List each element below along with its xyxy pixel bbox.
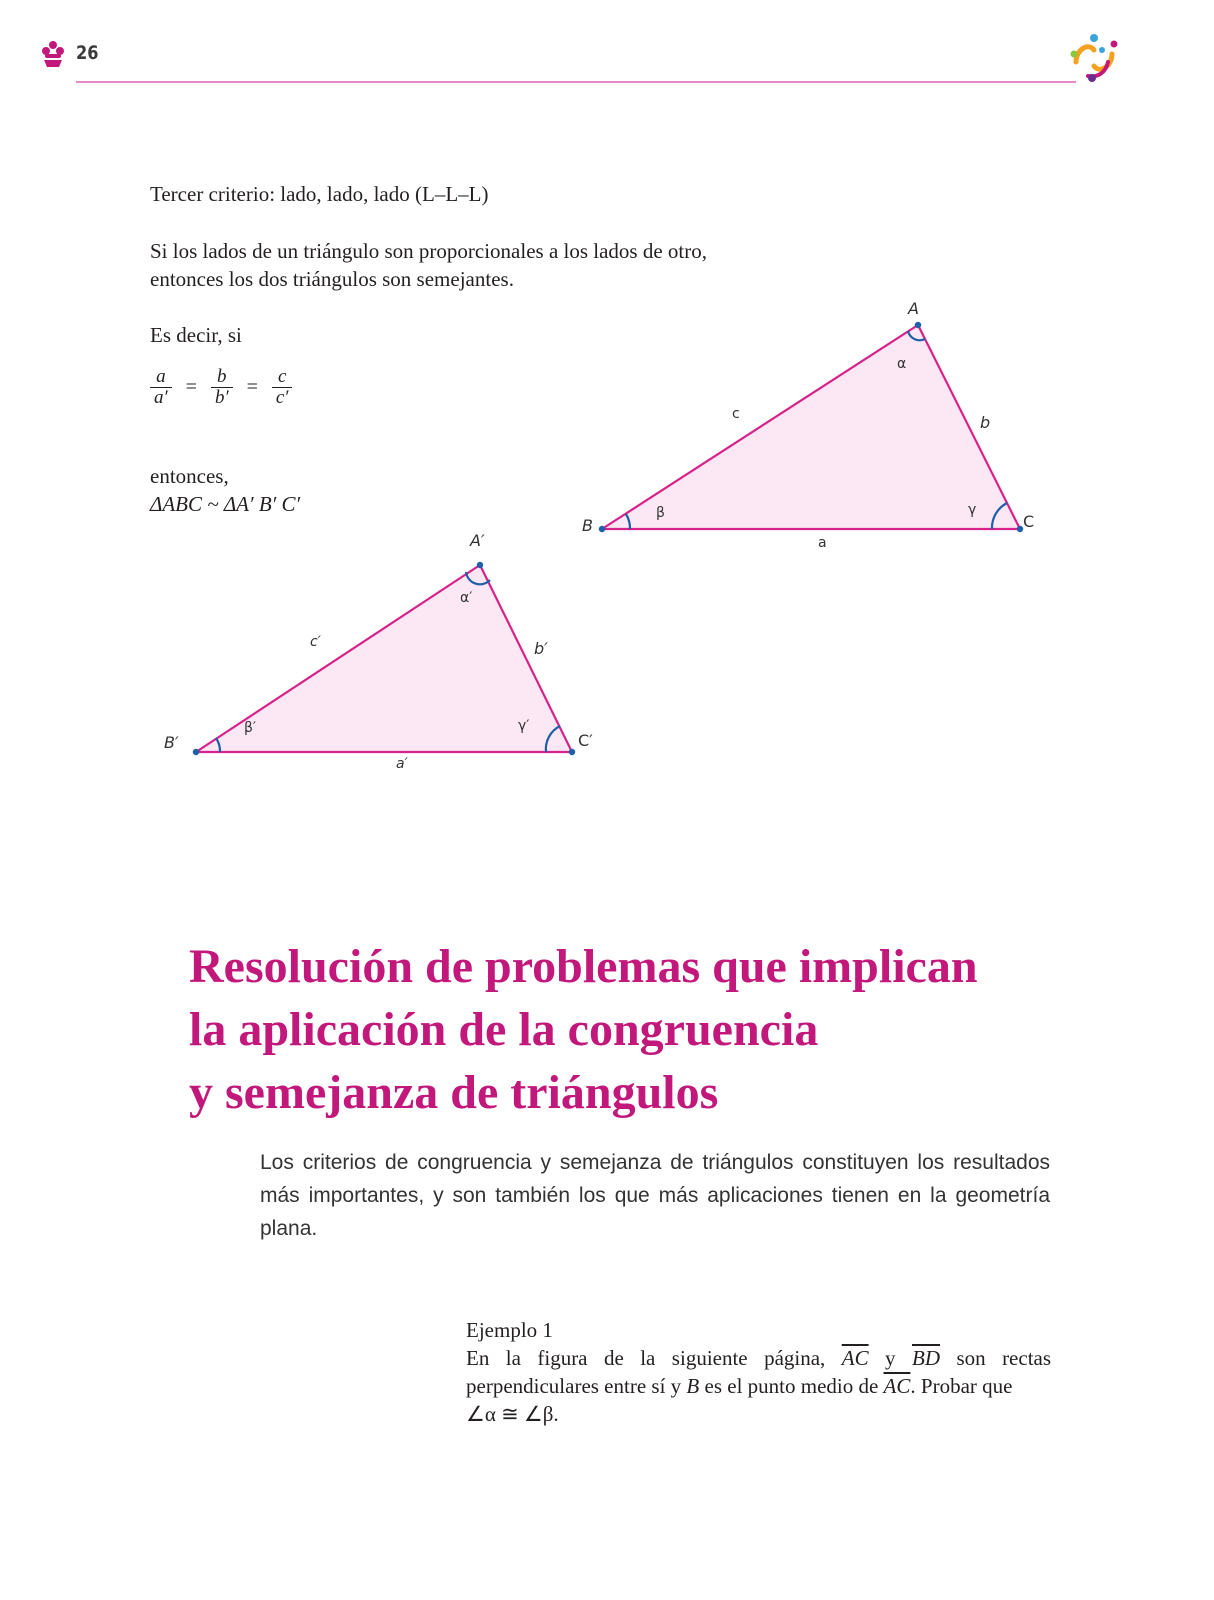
vertex-a-point — [915, 322, 921, 328]
proportion-equation — [150, 367, 292, 408]
fraction-b — [211, 367, 233, 408]
fraction-b-denominator: b′ — [211, 387, 233, 408]
section-heading-line2: la aplicación de la congruencia — [189, 1003, 819, 1056]
page-number: 26 — [76, 42, 99, 64]
angle-gamma-label: γ — [968, 502, 977, 518]
angle-beta-prime-label: β′ — [244, 720, 257, 736]
example-statement — [466, 1344, 1051, 1400]
fraction-a-denominator: a′ — [150, 387, 172, 408]
example-text: En la figura de la siguiente página, — [466, 1346, 826, 1370]
segment-bd: $\overline{BD}$ — [912, 1346, 940, 1370]
example-title: Ejemplo 1 — [466, 1318, 553, 1342]
vertex-a-label: A — [908, 299, 919, 318]
fraction-a-numerator: a — [156, 366, 166, 387]
fraction-c-numerator: c — [277, 366, 287, 387]
section-intro: Los criterios de congruencia y semejanza de triángulos constituyen los resultados más importantes, y son también los que más aplicaciones tienen en la geometría plana. — [260, 1151, 1050, 1240]
segment-ac: $\overline{AC}$ — [883, 1374, 911, 1398]
fraction-a — [150, 367, 172, 408]
criterion-title: Tercer criterio: lado, lado, lado (L–L–L) — [150, 182, 489, 206]
criterion-statement-line1: Si los lados de un triángulo son proporcionales a los lados de otro, — [150, 239, 708, 263]
vertex-b-label: B — [582, 516, 593, 535]
example-text: es el punto medio de — [704, 1374, 879, 1398]
vertex-b-prime-point — [193, 749, 199, 755]
triangle-abc-shape — [602, 325, 1020, 529]
example-1 — [466, 1316, 1051, 1428]
side-a-label: a — [818, 535, 827, 551]
side-a-prime-label: a′ — [396, 756, 408, 772]
example-text: . Probar que — [910, 1374, 1013, 1398]
example-text: y — [885, 1346, 896, 1370]
fraction-b-numerator: b — [217, 366, 227, 387]
angle-beta-label: β — [656, 505, 665, 521]
angle-gamma-prime-label: γ′ — [518, 718, 530, 734]
criterion-statement-line2: entonces los dos triángulos son semejantes. — [150, 267, 514, 291]
angle-alpha-label: α — [897, 356, 907, 372]
point-b: B — [686, 1374, 700, 1398]
vertex-c-label: C — [1023, 512, 1035, 531]
dancing-figures-logo-icon — [1068, 32, 1120, 84]
section-heading-line1: Resolución de problemas que implican — [189, 940, 978, 993]
equals-sign: = — [246, 376, 258, 398]
example-text: son rectas perpendiculares entre sí y — [466, 1346, 1052, 1398]
example-claim: ∠α ≅ ∠β. — [466, 1402, 559, 1426]
section-heading — [189, 935, 1089, 1124]
similarity-conclusion: ΔABC ~ ΔA′ B′ C′ — [150, 492, 301, 516]
vertex-b-prime-label: B′ — [164, 733, 179, 752]
vertex-a-prime-point — [477, 562, 483, 568]
vertex-a-prime-label: A′ — [470, 531, 485, 550]
triangle-prime-figure — [160, 530, 620, 780]
segment-ac: $\overline{AC}$ — [841, 1346, 869, 1370]
fraction-c — [272, 367, 293, 408]
side-b-prime-label: b′ — [534, 639, 548, 658]
entonces-text: entonces, — [150, 464, 229, 488]
flower-ornament-icon — [40, 40, 66, 68]
side-c-prime-label: c′ — [310, 634, 321, 650]
angle-alpha-prime-label: α′ — [460, 590, 473, 606]
section-heading-line3: y semejanza de triángulos — [189, 1066, 719, 1119]
equals-sign: = — [185, 376, 197, 398]
side-b-label: b — [980, 413, 991, 432]
triangle-abc-figure — [570, 290, 1050, 560]
es-decir-text: Es decir, si — [150, 323, 242, 347]
vertex-c-prime-point — [569, 749, 575, 755]
side-c-label: c — [732, 406, 740, 422]
header-rule — [76, 81, 1076, 83]
vertex-c-prime-label: C′ — [578, 731, 593, 750]
fraction-c-denominator: c′ — [272, 387, 293, 408]
